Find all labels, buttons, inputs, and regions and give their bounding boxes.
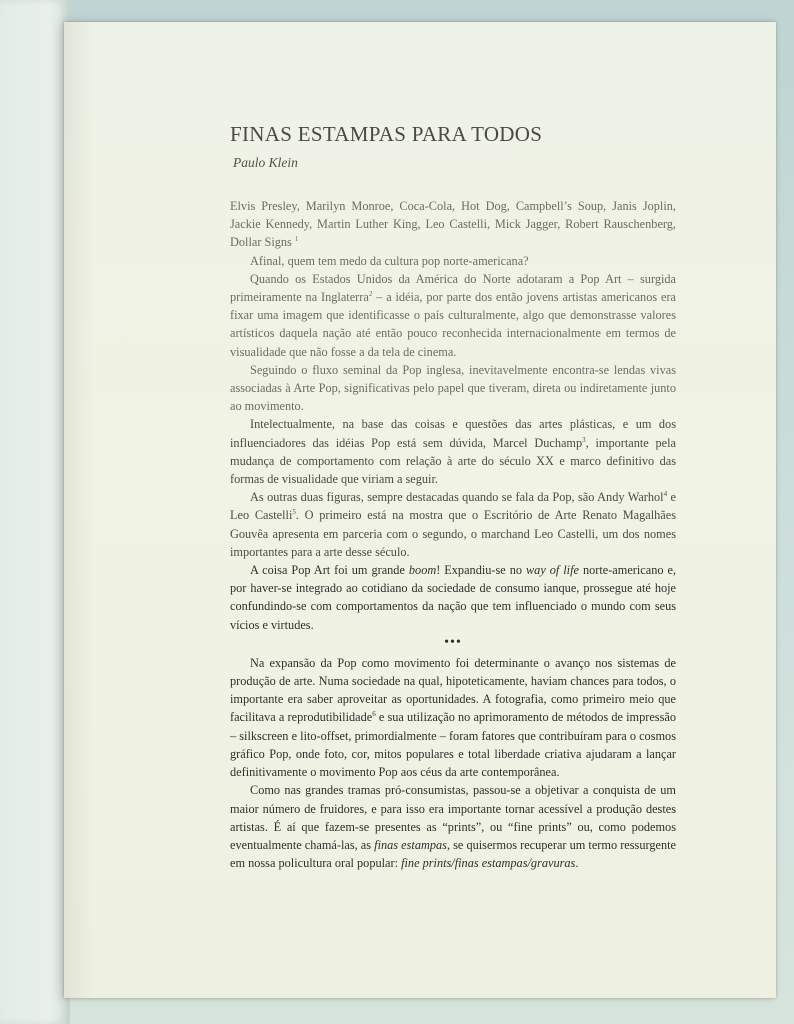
article-body <box>230 197 676 872</box>
p8-text-a: Na expansão da Pop como movimento foi determinante o avanço nos sistemas de produção de arte. Numa sociedade na qual, hipoteticamente, haviam chances para todos, o importante era saber aproveitar as oportunidades. A fotografia, como primeiro meio que facilitava a reprodutibilidade <box>230 655 676 725</box>
p4-text: Seguindo o fluxo seminal da Pop inglesa, inevitavelmente encontra-se lendas vivas associadas à Arte Pop, significativas pelo papel que tiveram, direta ou indiretamente junto ao movimento. <box>230 362 676 414</box>
footnote-ref-1: 1 <box>294 235 299 244</box>
p9-text-b: , se quisermos recuperar um termo ressurgente em nossa policultura oral popular: <box>230 837 676 871</box>
paragraph-7 <box>230 561 676 634</box>
p7-boom: boom <box>408 563 437 578</box>
paragraph-5 <box>230 415 676 488</box>
p7-text-c: norte-americano e, por haver-se integrado ao cotidiano da sociedade de consumo ianque, prossegue até hoje confundindo-se com comportamentos da nação que tem influenciado o mundo com seus vícios e virtudes. <box>230 563 677 632</box>
paragraph-2 <box>230 252 676 270</box>
paragraph-9 <box>230 781 676 872</box>
p3-text-a: Quando os Estados Unidos da América do Norte adotaram a Pop Art – surgida primeiramente na Inglaterra <box>230 271 676 305</box>
article-title: FINAS ESTAMPAS PARA TODOS <box>230 122 543 146</box>
p6-text-c: . O primeiro está na mostra que o Escritório de Arte Renato Magalhães Gouvêa apresenta em parceria com o segundo, o marchand Leo Castelli, um dos nomes importantes para a arte desse século. <box>230 508 676 559</box>
section-separator: ••• <box>444 634 462 650</box>
paragraph-4 <box>230 361 676 416</box>
p9-finas-estampas: finas estampas <box>374 837 447 852</box>
p8-text-b: e sua utilização no aprimoramento de métodos de impressão – silkscreen e lito-offset, primordialmente – foram fatores que contribuíram para o cosmos gráfico Pop, onde foto, cor, mitos populares e total liberdade criativa ajudaram a lançar definitivamente o movimento Pop aos céus da arte contemporânea. <box>230 710 676 780</box>
paragraph-6 <box>230 488 676 561</box>
book-page <box>64 22 776 998</box>
p2-text: Afinal, quem tem medo da cultura pop norte-americana? <box>250 253 529 268</box>
p9-text-c: . <box>575 856 579 871</box>
paragraph-8 <box>230 654 676 781</box>
article <box>230 122 676 872</box>
p6-text-b: e Leo Castelli <box>230 490 676 523</box>
p5-text-b: , importante pela mudança de comportamento com relação à arte do século XX e marco definitivo das formas de visualidade que viriam a seguir. <box>230 435 676 487</box>
footnote-ref-6: 6 <box>372 710 376 719</box>
p7-text-a: A coisa Pop Art foi um grande <box>250 563 409 578</box>
p7-way-of-life: way of life <box>525 563 579 578</box>
p1-text: Elvis Presley, Marilyn Monroe, Coca-Cola, Hot Dog, Campbell’s Soup, Janis Joplin, Jackie Kennedy, Martin Luther King, Leo Castelli, Mick Jagger, Robert Rauschenberg, Dollar Signs <box>230 199 676 250</box>
p9-text-a: Como nas grandes tramas pró-consumistas, passou-se a objetivar a conquista de um maior número de fruidores, e para isso era importante tornar acessível a produção destes artistas. É aí que fazem-se presentes as “prints”, ou “fine prints” ou, como podemos eventualmente chamá-las, as <box>230 783 676 852</box>
footnote-ref-4: 4 <box>663 490 668 499</box>
page-gutter-shadow <box>64 22 94 998</box>
p3-text-b: – a idéia, por parte dos então jovens artistas americanos era fixar uma imagem que identificasse o país culturalmente, algo que demonstrasse valores artísticos daquela nação até então pouco reconhecida internacionalmente em termos de visualidade que não fosse a da tela de cinema. <box>230 290 676 359</box>
facing-page-edge <box>0 0 70 1024</box>
footnote-ref-5: 5 <box>292 508 296 517</box>
p5-text-a: Intelectualmente, na base das coisas e questões das artes plásticas, e um dos influenciadores das idéias Pop está sem dúvida, Marcel Duchamp <box>230 417 676 450</box>
footnote-ref-3: 3 <box>582 435 586 444</box>
article-author: Paulo Klein <box>233 155 298 170</box>
p9-fine-prints: fine prints/finas estampas/gravuras <box>401 856 576 871</box>
paragraph-3 <box>230 270 676 361</box>
footnote-ref-2: 2 <box>368 289 373 298</box>
p7-text-b: ! Expandiu-se no <box>436 563 526 578</box>
p6-text-a: As outras duas figuras, sempre destacadas quando se fala da Pop, são Andy Warhol <box>250 490 664 505</box>
paragraph-1 <box>230 197 676 252</box>
